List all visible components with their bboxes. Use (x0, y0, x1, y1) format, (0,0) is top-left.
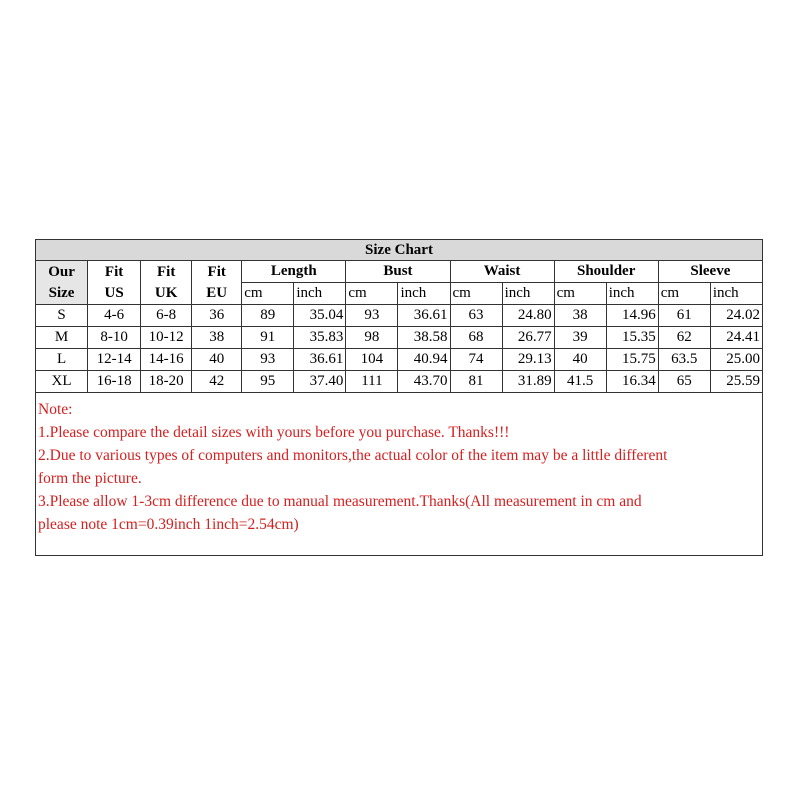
header-shoulder: Shoulder (554, 261, 658, 283)
cell-shoulder-inch: 16.34 (606, 371, 658, 393)
size-chart (35, 239, 763, 556)
header-bust: Bust (346, 261, 450, 283)
cell-us: 16-18 (88, 371, 141, 393)
note-line-2a: 2.Due to various types of computers and monitors,the actual color of the item may be a little different (38, 447, 668, 464)
cell-sleeve-cm: 63.5 (658, 349, 710, 371)
unit-cm: cm (450, 283, 502, 305)
header-length: Length (242, 261, 346, 283)
cell-eu: 36 (192, 305, 242, 327)
cell-eu: 40 (192, 349, 242, 371)
unit-cm: cm (242, 283, 294, 305)
cell-bust-inch: 36.61 (398, 305, 450, 327)
cell-size: M (36, 327, 88, 349)
cell-shoulder-cm: 39 (554, 327, 606, 349)
cell-sleeve-inch: 25.00 (710, 349, 762, 371)
table-row (36, 327, 763, 349)
cell-shoulder-cm: 40 (554, 349, 606, 371)
cell-size: XL (36, 371, 88, 393)
cell-length-cm: 95 (242, 371, 294, 393)
cell-waist-cm: 81 (450, 371, 502, 393)
cell-waist-cm: 68 (450, 327, 502, 349)
cell-bust-inch: 43.70 (398, 371, 450, 393)
cell-length-inch: 35.04 (294, 305, 346, 327)
cell-uk: 14-16 (141, 349, 192, 371)
cell-sleeve-cm: 65 (658, 371, 710, 393)
note-line-1: 1.Please compare the detail sizes with yours before you purchase. Thanks!!! (38, 424, 510, 441)
table-title: Size Chart (36, 240, 763, 261)
cell-waist-cm: 74 (450, 349, 502, 371)
table-row (36, 371, 763, 393)
cell-bust-cm: 93 (346, 305, 398, 327)
cell-size: S (36, 305, 88, 327)
header-our-size: Our Size (36, 261, 88, 305)
cell-length-inch: 37.40 (294, 371, 346, 393)
cell-bust-cm: 104 (346, 349, 398, 371)
table-row (36, 349, 763, 371)
cell-shoulder-cm: 41.5 (554, 371, 606, 393)
cell-shoulder-inch: 14.96 (606, 305, 658, 327)
cell-sleeve-inch: 24.02 (710, 305, 762, 327)
cell-size: L (36, 349, 88, 371)
header-fit-eu: Fit EU (192, 261, 242, 305)
cell-length-cm: 91 (242, 327, 294, 349)
cell-sleeve-inch: 24.41 (710, 327, 762, 349)
cell-bust-inch: 40.94 (398, 349, 450, 371)
cell-us: 4-6 (88, 305, 141, 327)
notes-box (35, 393, 763, 556)
header-fit-uk: Fit UK (141, 261, 192, 305)
unit-inch: inch (398, 283, 450, 305)
cell-us: 12-14 (88, 349, 141, 371)
cell-sleeve-cm: 61 (658, 305, 710, 327)
cell-length-cm: 93 (242, 349, 294, 371)
cell-uk: 18-20 (141, 371, 192, 393)
unit-inch: inch (606, 283, 658, 305)
cell-shoulder-inch: 15.75 (606, 349, 658, 371)
cell-length-inch: 36.61 (294, 349, 346, 371)
note-line-3a: 3.Please allow 1-3cm difference due to manual measurement.Thanks(All measurement in cm and (38, 493, 642, 510)
header-sleeve: Sleeve (658, 261, 762, 283)
note-line-2b: form the picture. (38, 470, 142, 487)
notes-heading: Note: (38, 401, 73, 418)
cell-uk: 6-8 (141, 305, 192, 327)
cell-waist-inch: 26.77 (502, 327, 554, 349)
cell-sleeve-cm: 62 (658, 327, 710, 349)
table-row (36, 305, 763, 327)
unit-inch: inch (294, 283, 346, 305)
cell-bust-cm: 98 (346, 327, 398, 349)
note-line-3b: please note 1cm=0.39inch 1inch=2.54cm) (38, 516, 299, 533)
unit-cm: cm (658, 283, 710, 305)
cell-shoulder-cm: 38 (554, 305, 606, 327)
unit-inch: inch (502, 283, 554, 305)
unit-cm: cm (346, 283, 398, 305)
unit-inch: inch (710, 283, 762, 305)
unit-cm: cm (554, 283, 606, 305)
cell-waist-inch: 24.80 (502, 305, 554, 327)
header-fit-us: Fit US (88, 261, 141, 305)
cell-waist-inch: 29.13 (502, 349, 554, 371)
cell-eu: 42 (192, 371, 242, 393)
cell-uk: 10-12 (141, 327, 192, 349)
cell-bust-cm: 111 (346, 371, 398, 393)
size-chart-table (35, 239, 763, 393)
cell-waist-cm: 63 (450, 305, 502, 327)
cell-bust-inch: 38.58 (398, 327, 450, 349)
cell-eu: 38 (192, 327, 242, 349)
cell-sleeve-inch: 25.59 (710, 371, 762, 393)
cell-waist-inch: 31.89 (502, 371, 554, 393)
cell-length-cm: 89 (242, 305, 294, 327)
cell-shoulder-inch: 15.35 (606, 327, 658, 349)
cell-us: 8-10 (88, 327, 141, 349)
header-waist: Waist (450, 261, 554, 283)
cell-length-inch: 35.83 (294, 327, 346, 349)
